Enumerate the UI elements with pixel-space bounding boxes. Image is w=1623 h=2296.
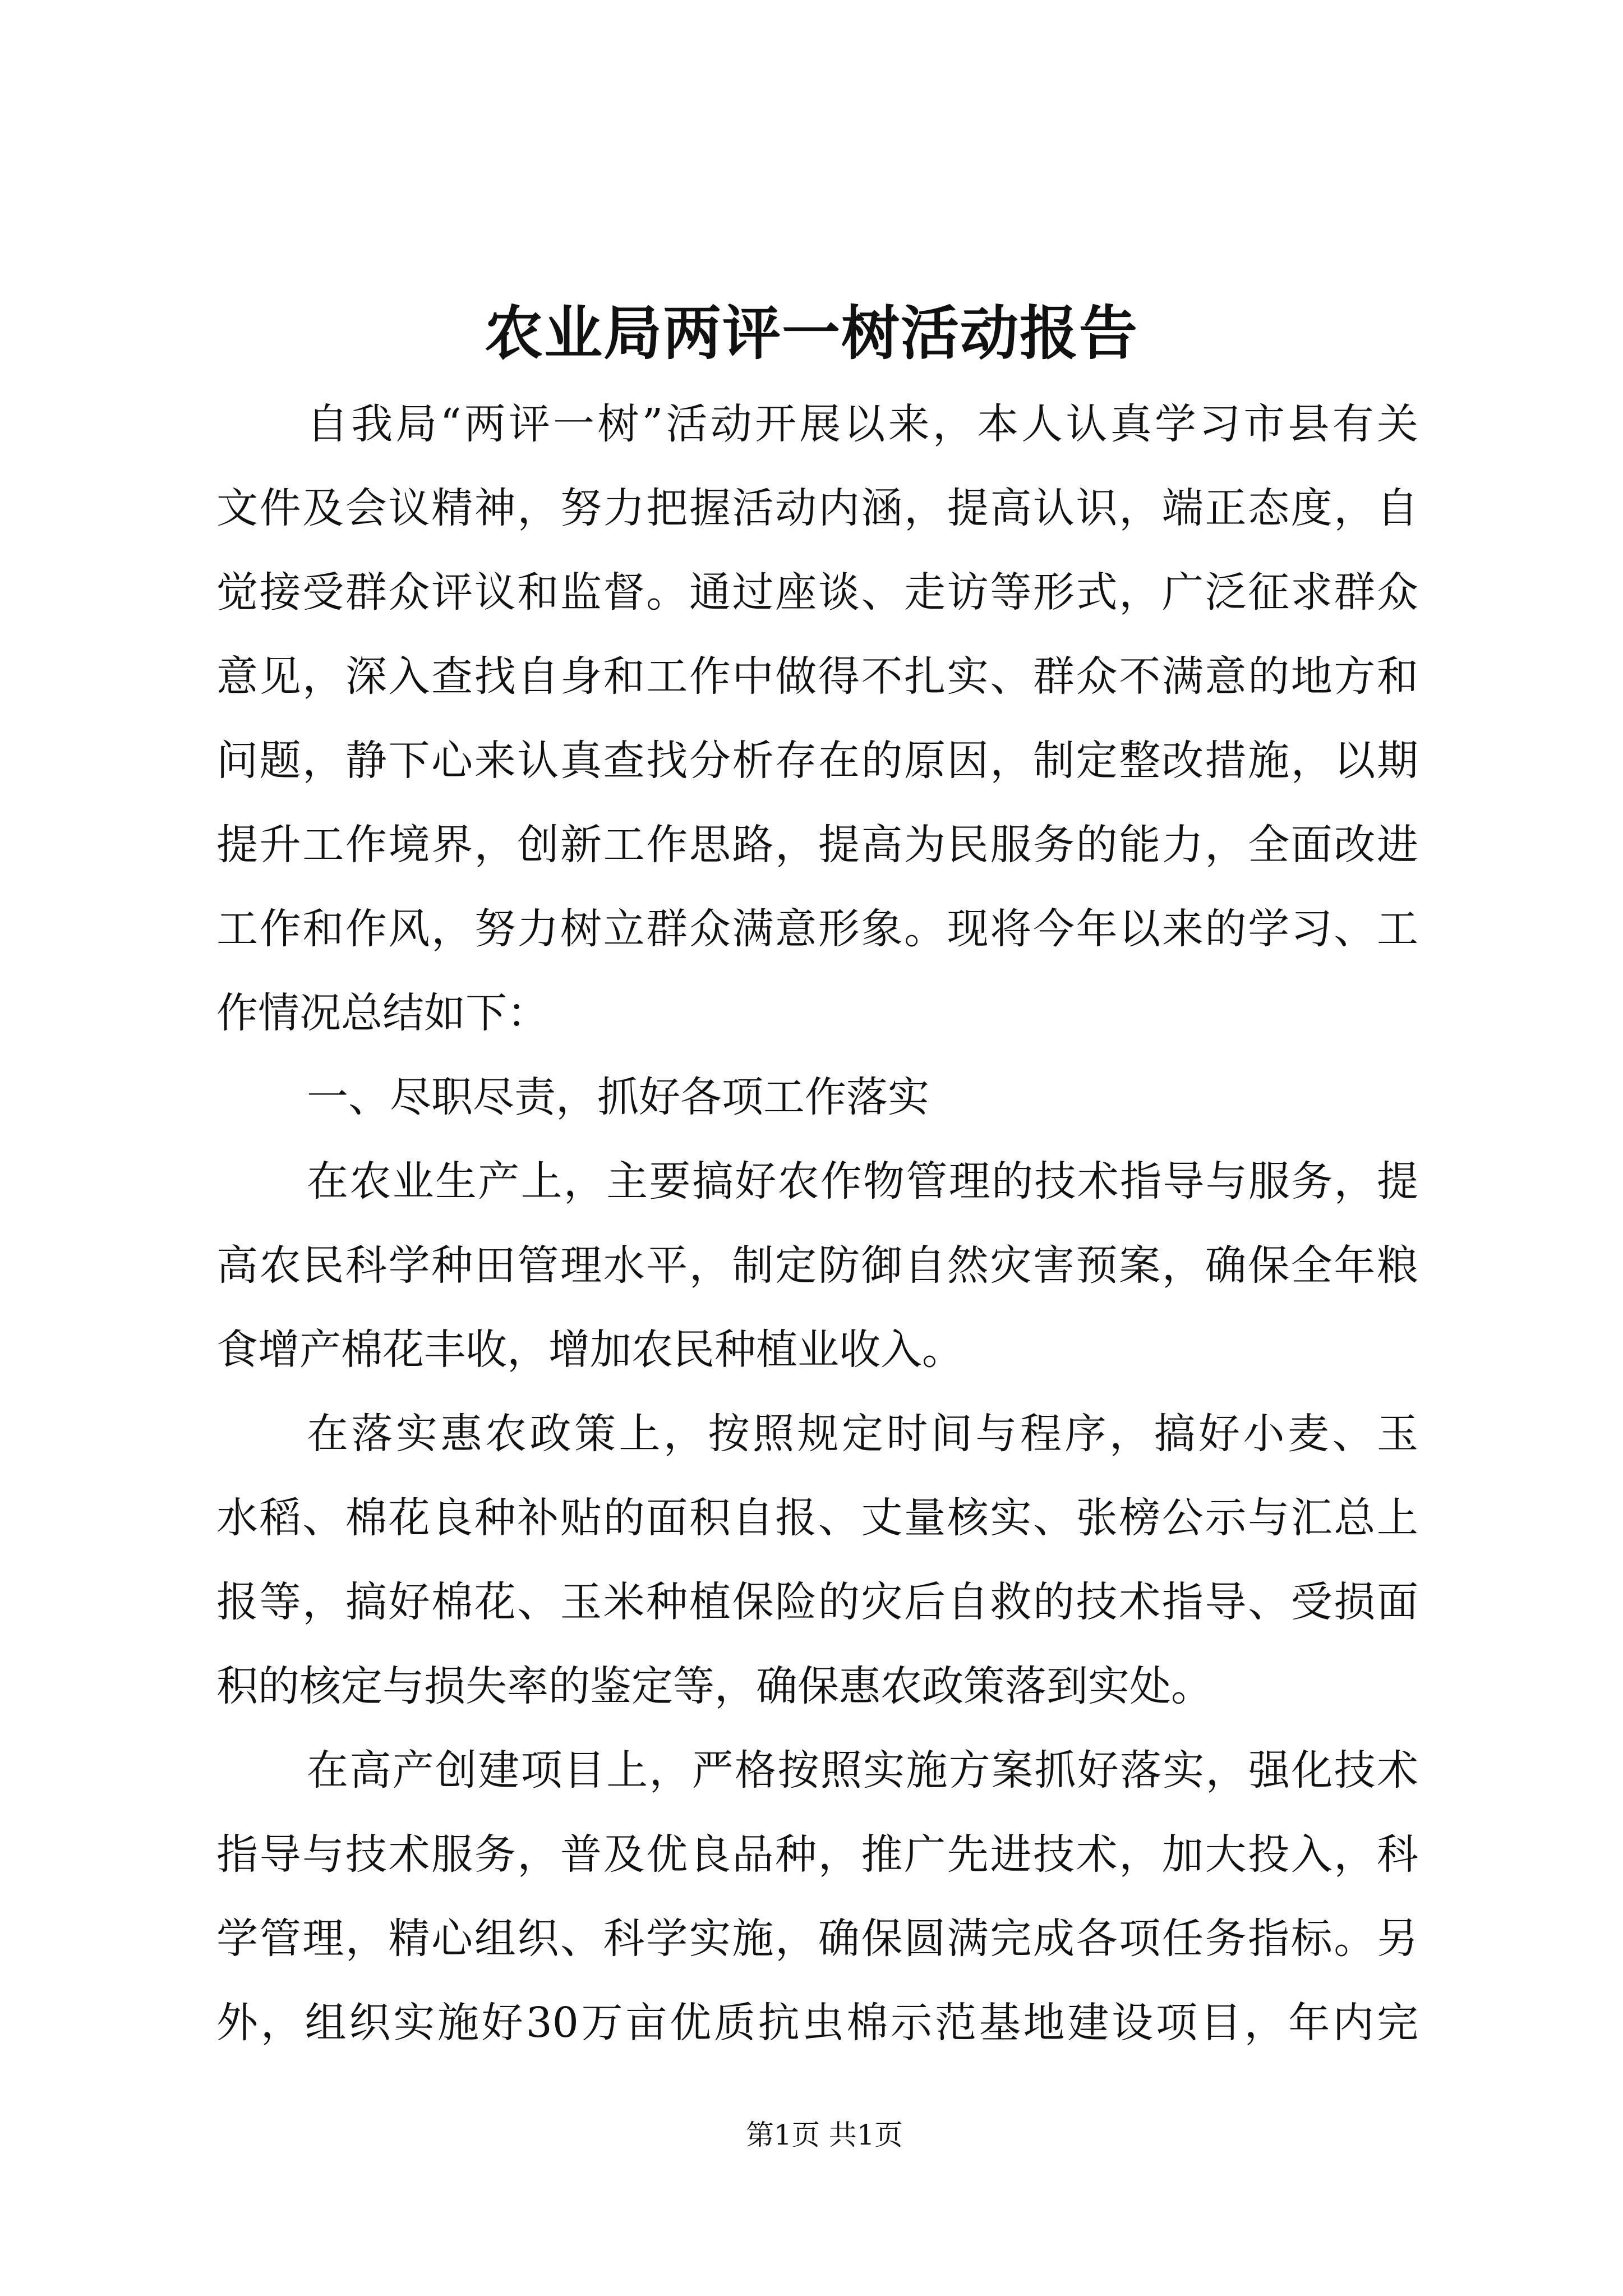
document-body	[216, 382, 1418, 2065]
paragraph-policy	[216, 1392, 1418, 1728]
text-line: 报等，搞好棉花、玉米种植保险的灾后自救的技术指导、受损面	[216, 1578, 1418, 1626]
text-line: 在农业生产上，主要搞好农作物管理的技术指导与服务，提	[307, 1157, 1418, 1205]
text-line: 高农民科学种田管理水平，制定防御自然灾害预案，确保全年粮	[216, 1241, 1418, 1290]
text-line: 外，组织实施好30万亩优质抗虫棉示范基地建设项目，年内完	[216, 1999, 1418, 2047]
text-line: 在落实惠农政策上，按照规定时间与程序，搞好小麦、玉	[307, 1410, 1418, 1458]
text-line: 作情况总结如下：	[216, 989, 548, 1037]
text-line: 文件及会议精神，努力把握活动内涵，提高认识，端正态度，自	[216, 484, 1418, 532]
section-heading	[216, 1055, 1418, 1139]
text-line: 在高产创建项目上，严格按照实施方案抓好落实，强化技术	[307, 1746, 1418, 1795]
paragraph-agriculture-production	[216, 1139, 1418, 1392]
text-line: 指导与技术服务，普及优良品种，推广先进技术，加大投入，科	[216, 1830, 1418, 1879]
text-line: 积的核定与损失率的鉴定等，确保惠农政策落到实处。	[216, 1662, 1212, 1710]
text-line: 自我局“两评一树”活动开展以来，本人认真学习市县有关	[307, 400, 1418, 448]
text-line: 食增产棉花丰收，增加农民种植业收入。	[216, 1326, 963, 1374]
paragraph-high-yield-project	[216, 1728, 1418, 2065]
text-line: 提升工作境界，创新工作思路，提高为民服务的能力，全面改进	[216, 821, 1418, 869]
text-line: 问题，静下心来认真查找分析存在的原因，制定整改措施，以期	[216, 737, 1418, 785]
paragraph-intro	[216, 382, 1418, 1055]
text-line: 工作和作风，努力树立群众满意形象。现将今年以来的学习、工	[216, 905, 1418, 953]
document-title: 农业局两评一树活动报告	[484, 298, 1138, 367]
page-number-footer: 第1页 共1页	[746, 2119, 903, 2151]
text-line: 觉接受群众评议和监督。通过座谈、走访等形式，广泛征求群众	[216, 568, 1418, 616]
heading-line: 一、尽职尽责，抓好各项工作落实	[307, 1073, 929, 1121]
text-line: 学管理，精心组织、科学实施，确保圆满完成各项任务指标。另	[216, 1915, 1418, 1963]
text-line: 水稻、棉花良种补贴的面积自报、丈量核实、张榜公示与汇总上	[216, 1494, 1418, 1542]
text-line: 意见，深入查找自身和工作中做得不扎实、群众不满意的地方和	[216, 652, 1418, 701]
